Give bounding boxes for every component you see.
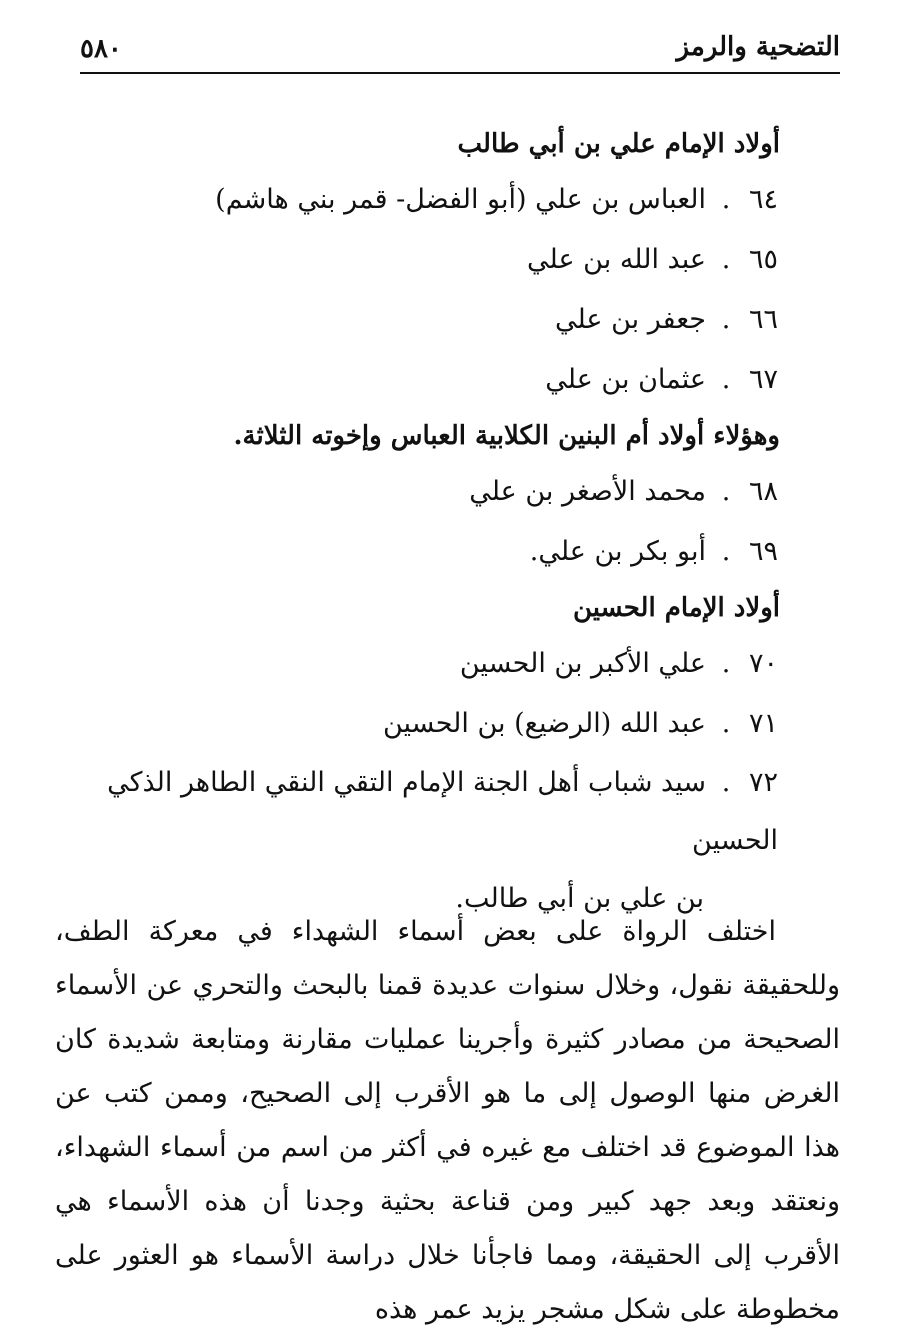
list-item xyxy=(60,350,780,410)
entry-separator: . xyxy=(721,244,731,275)
body-paragraph: اختلف الرواة على بعض أسماء الشهداء في معركة الطف، وللحقيقة نقول، وخلال سنوات عديدة قمنا بالبحث والتحري عن الأسماء الصحيحة من مصادر كثيرة وأجرينا عمليات مقارنة ومتابعة شديدة كان الغرض منها الوصول إلى ما هو الأقرب إلى الصحيح، وممن كتب عن هذا الموضوع قد اختلف مع غيره في أكثر من اسم من أسماء الشهداء، ونعتقد وبعد جهد كبير ومن قناعة بحثية وجدنا أن هذه الأسماء هي الأقرب إلى الحقيقة، ومما فاجأنا خلال دراسة الأسماء هو العثور على مخطوطة على شكل مشجر يزيد عمر هذه xyxy=(55,916,841,1325)
entry-number: ٦٥ xyxy=(748,244,778,275)
entry-text: عبد الله (الرضيع) بن الحسين xyxy=(382,708,706,739)
list-item xyxy=(60,694,780,754)
entry-separator: . xyxy=(721,648,731,679)
entry-number: ٦٧ xyxy=(748,364,778,395)
page-number: ٥٨٠ xyxy=(80,34,122,64)
list-item xyxy=(60,230,780,290)
section-heading-umm-albanin: وهؤلاء أولاد أم البنين الكلابية العباس وإخوته الثلاثة. xyxy=(233,421,780,451)
entry-separator: . xyxy=(721,476,731,507)
entry-separator: . xyxy=(721,767,731,798)
entry-number: ٧١ xyxy=(748,708,778,739)
entry-text-continuation: بن علي بن أبي طالب. xyxy=(455,883,704,914)
list-item xyxy=(60,170,780,230)
entry-text: جعفر بن علي xyxy=(554,304,706,335)
entry-number: ٦٤ xyxy=(748,184,778,215)
entry-number: ٦٨ xyxy=(748,476,778,507)
running-title: التضحية والرمز xyxy=(676,32,840,62)
entry-separator: . xyxy=(721,708,731,739)
entry-separator: . xyxy=(721,184,731,215)
entry-text: سيد شباب أهل الجنة الإمام التقي النقي الطاهر الذكي الحسين xyxy=(107,767,778,856)
entry-text: علي الأكبر بن الحسين xyxy=(459,648,706,679)
section-heading-husayn-children: أولاد الإمام الحسين xyxy=(572,593,780,623)
entry-separator: . xyxy=(721,364,731,395)
entry-number: ٧٢ xyxy=(748,767,778,798)
entry-number: ٧٠ xyxy=(748,648,778,679)
entry-text: عبد الله بن علي xyxy=(527,244,706,275)
entry-number: ٦٦ xyxy=(748,304,778,335)
list-item xyxy=(60,290,780,350)
entry-text: أبو بكر بن علي. xyxy=(529,536,706,567)
entry-separator: . xyxy=(721,304,731,335)
list-item xyxy=(60,522,780,582)
list-item xyxy=(60,634,780,694)
list-item xyxy=(60,462,780,522)
page-header xyxy=(80,28,840,74)
entry-text: العباس بن علي (أبو الفضل- قمر بني هاشم) xyxy=(215,184,706,215)
entry-text: محمد الأصغر بن علي xyxy=(469,476,706,507)
entry-text: عثمان بن علي xyxy=(545,364,706,395)
section-heading-ali-children: أولاد الإمام علي بن أبي طالب xyxy=(457,129,780,159)
entry-separator: . xyxy=(721,536,731,567)
entry-number: ٦٩ xyxy=(748,536,778,567)
names-list xyxy=(60,118,780,928)
list-item xyxy=(60,754,780,928)
